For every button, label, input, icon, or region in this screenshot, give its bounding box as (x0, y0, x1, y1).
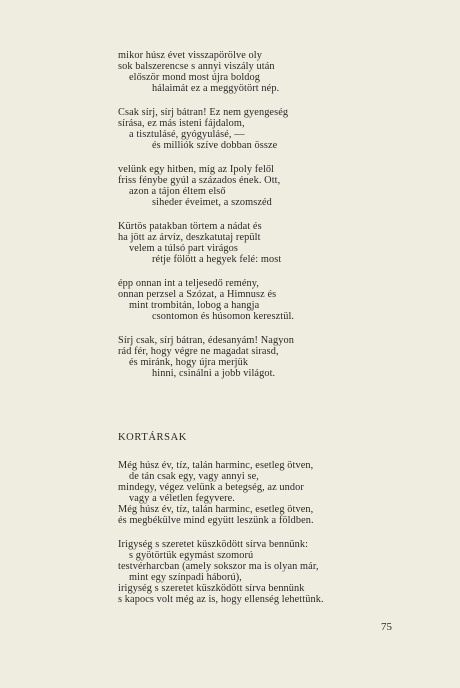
poem-line: Kürtös patakban törtem a nádat és (118, 221, 262, 232)
poem-line: a tisztulásé, gyógyulásé, — (129, 129, 245, 140)
poem-line: sírása, ez más isteni fájdalom, (118, 118, 245, 129)
poem-line: s kapocs volt még az is, hogy ellenség lehettünk. (118, 594, 324, 605)
poem-line: rád fér, hogy végre ne magadat sirasd, (118, 346, 279, 357)
poem-line: friss fénybe gyúl a százados ének. Ott, (118, 175, 281, 186)
poem-line: Irigység s szeretet küszködött sírva bennünk: (118, 539, 309, 550)
poem-line: s gyötörtük egymást szomorú (129, 550, 254, 561)
poem-line: és miránk, hogy újra merjük (129, 357, 249, 368)
poem-line: Még húsz év, tíz, talán harminc, esetleg ötven, (118, 504, 314, 515)
page-number: 75 (381, 621, 392, 633)
poem-line: Még húsz év, tíz, talán harminc, esetleg ötven, (118, 460, 314, 471)
poem-line: velünk egy hitben, míg az Ipoly felől (118, 164, 275, 175)
poem-line: irigység s szeretet küszködött sírva bennünk (118, 583, 305, 594)
poem-line: siheder éveimet, a szomszéd (152, 197, 272, 208)
poem-line: mindegy, végez velünk a betegség, az undor (118, 482, 304, 493)
poem-line: épp onnan int a teljesedő remény, (118, 278, 260, 289)
poem-line: testvérharcban (amely sokszor ma is olyan már, (118, 561, 319, 572)
poem-line: mint egy színpadi háború), (129, 572, 242, 583)
poem-line: először mond most újra boldog (129, 72, 261, 83)
poem-line: Sírj csak, sírj bátran, édesanyám! Nagyon (118, 335, 294, 346)
poem-title: KORTÁRSAK (118, 432, 187, 443)
poem-line: de tán csak egy, vagy annyi se, (129, 471, 259, 482)
poem-line: azon a tájon éltem első (129, 186, 226, 197)
poem-line: és milliók szíve dobban össze (152, 140, 278, 151)
poem-line: csontomon és húsomon keresztül. (152, 311, 295, 322)
poem-line: és megbékülve mind együtt leszünk a földben. (118, 515, 314, 526)
poem-line: ha jött az árvíz, deszkatutaj repült (118, 232, 261, 243)
poem-line: mikor húsz évet visszapörölve oly (118, 50, 262, 61)
poem-line: velem a túlsó part virágos (129, 243, 238, 254)
poem-line: rétje fölött a hegyek felé: most (152, 254, 282, 265)
poem-line: Csak sírj, sírj bátran! Ez nem gyengeség (118, 107, 289, 118)
poem-line: hinni, csinálni a jobb világot. (152, 368, 276, 379)
poem-line: onnan perzsel a Szózat, a Himnusz és (118, 289, 277, 300)
poem-line: hálaimát ez a meggyötört nép. (152, 83, 280, 94)
poem-line: vagy a véletlen fegyvere. (129, 493, 235, 504)
poem-line: sok balszerencse s annyi viszály után (118, 61, 275, 72)
poem-line: mint trombitán, lobog a hangja (129, 300, 260, 311)
